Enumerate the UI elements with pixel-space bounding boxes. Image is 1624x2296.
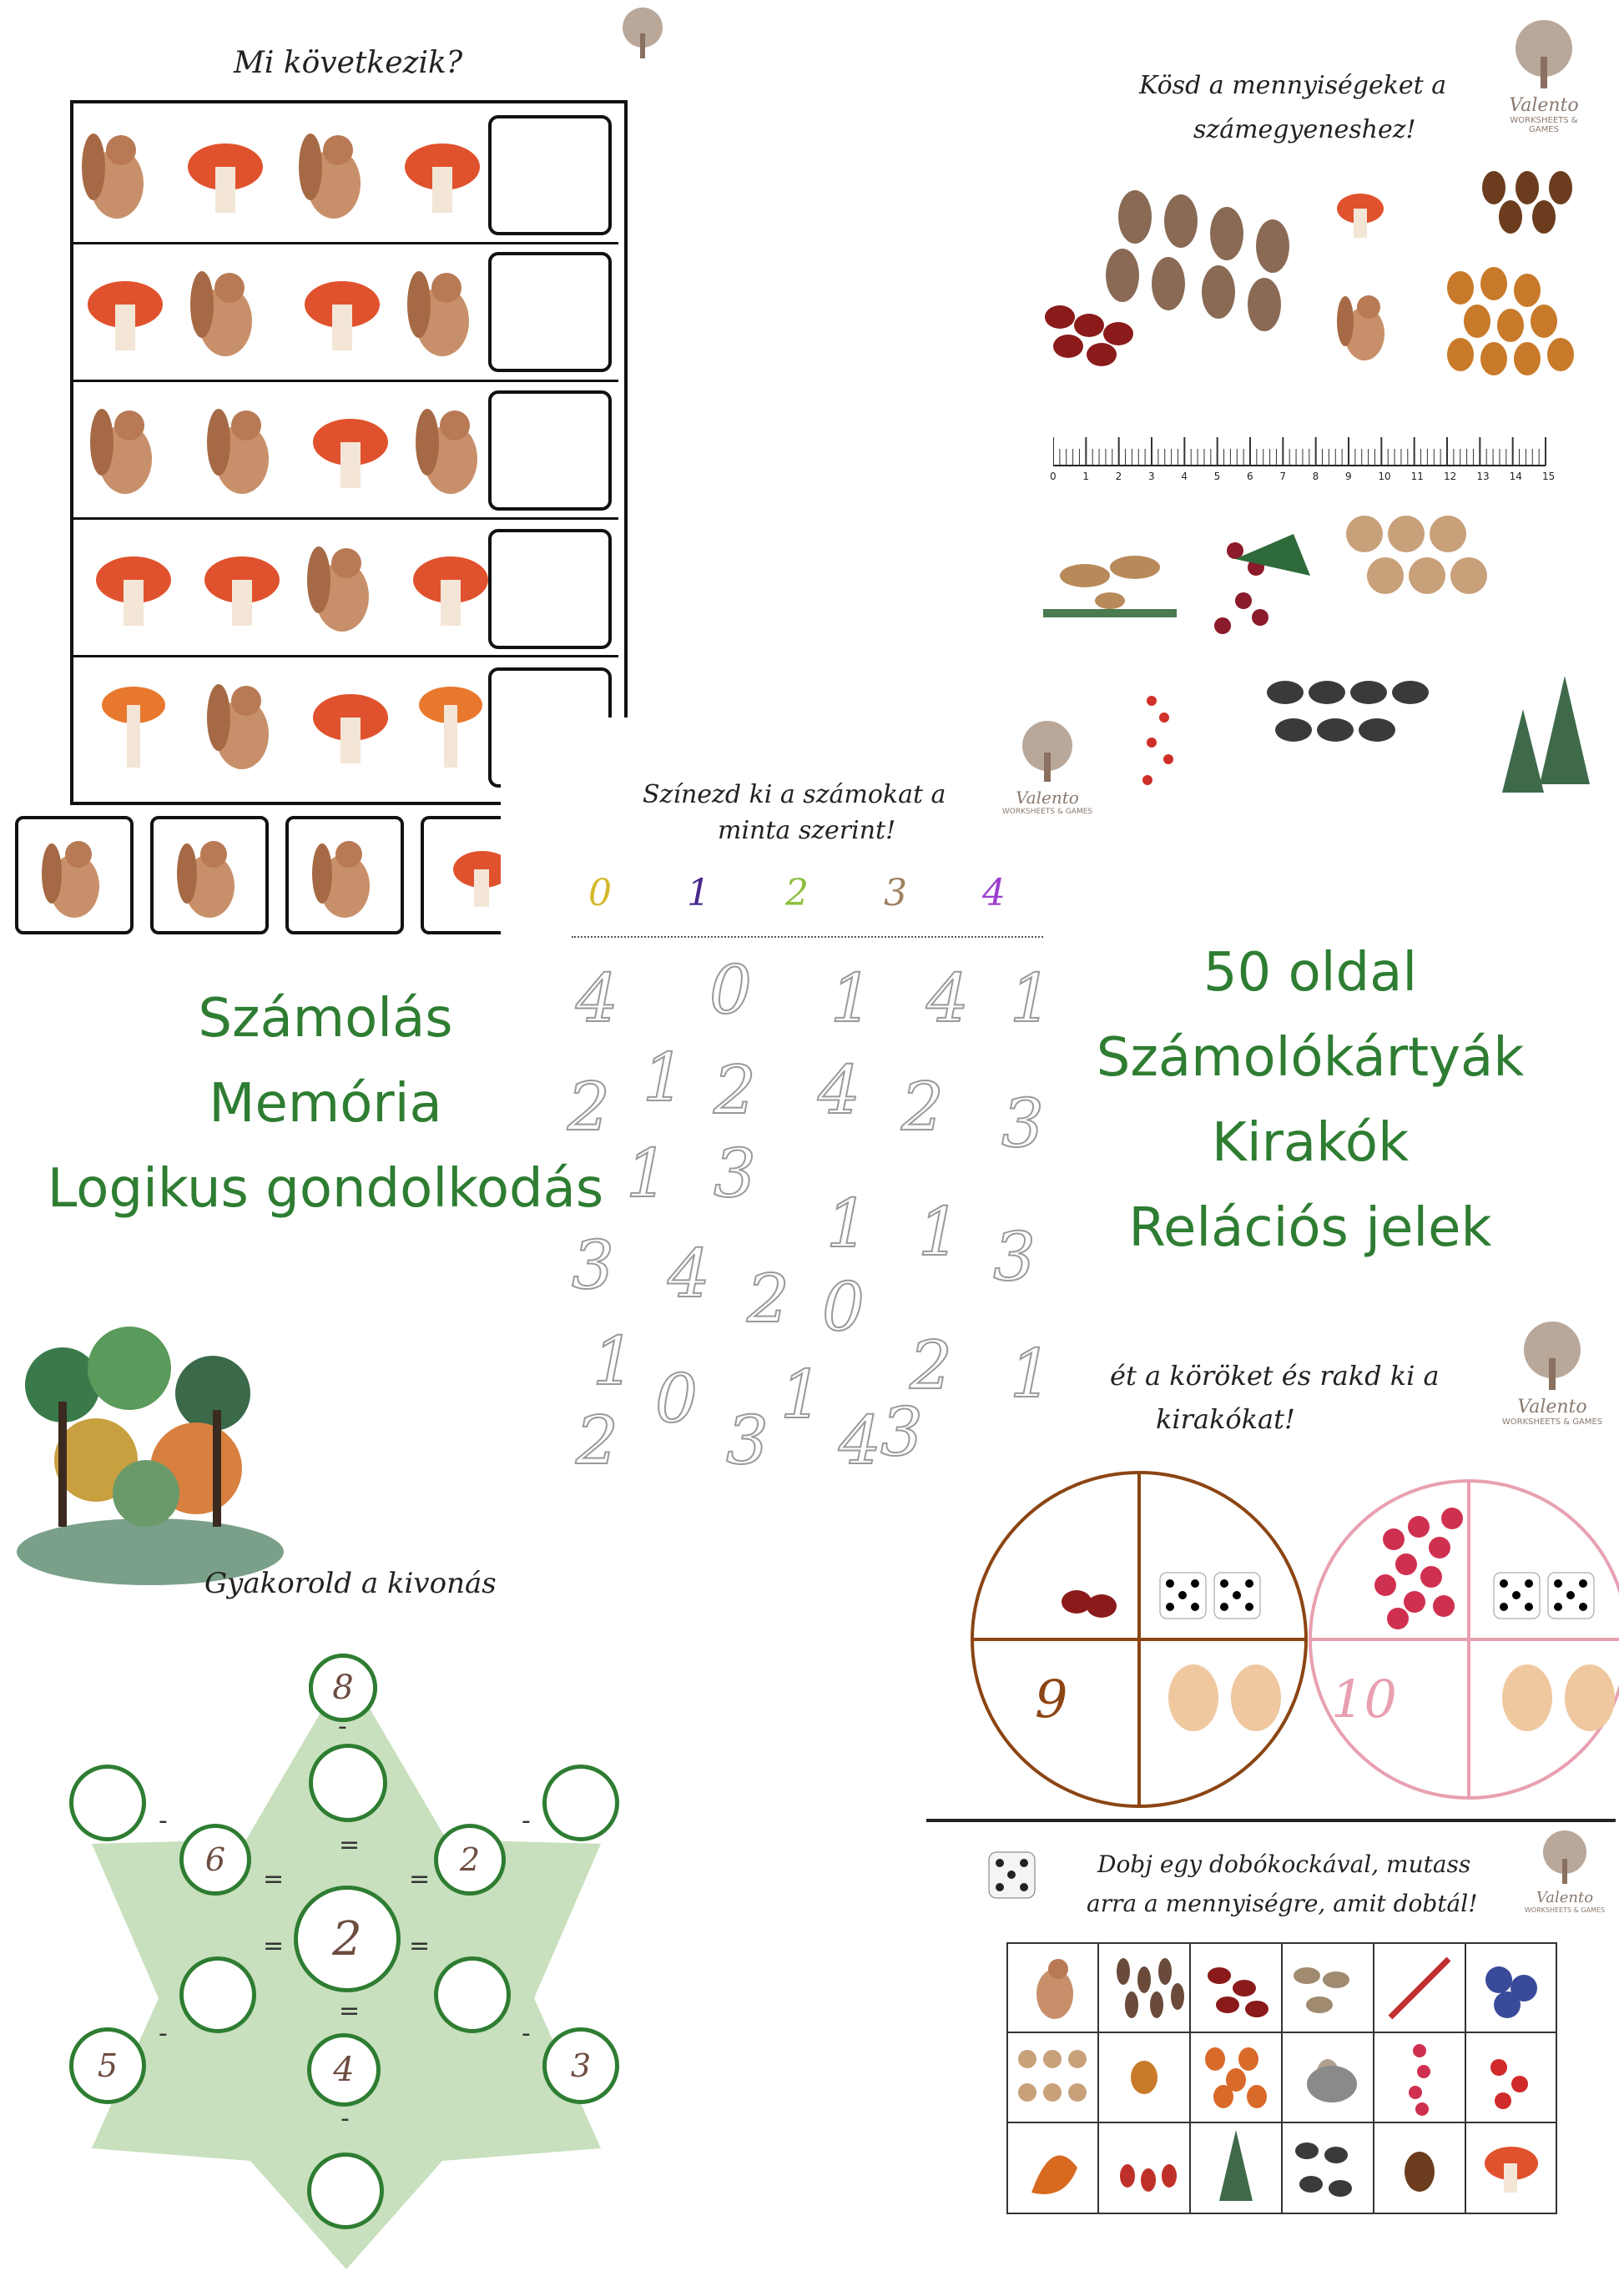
outline-digit[interactable]: 4 bbox=[576, 959, 618, 1037]
circle-value: 3 bbox=[570, 2047, 592, 2084]
ruler-label: 8 bbox=[1312, 471, 1319, 482]
ruler-label: 10 bbox=[1378, 471, 1391, 482]
minus-sign: - bbox=[159, 2019, 168, 2048]
logo-brand: Valento bbox=[1509, 95, 1579, 116]
outline-digit[interactable]: 1 bbox=[830, 959, 873, 1037]
ruler-label: 9 bbox=[1345, 471, 1352, 482]
dice-icon bbox=[1494, 1573, 1594, 1619]
circle-bottom-number[interactable] bbox=[307, 2033, 381, 2107]
mushroom-icon bbox=[204, 556, 280, 626]
mushroom-icon bbox=[419, 687, 482, 768]
squirrel-icon bbox=[416, 409, 477, 494]
chestnut-icon bbox=[1208, 1967, 1268, 2017]
mushroom-icon bbox=[313, 694, 388, 763]
acorn-icon bbox=[1131, 2061, 1157, 2094]
logo-tagline: WORKSHEETS & GAMES bbox=[1001, 808, 1093, 816]
section-divider bbox=[926, 1819, 1616, 1822]
feature-item: Számolás bbox=[198, 988, 453, 1050]
squirrel-icon bbox=[1337, 295, 1384, 360]
minus-sign: - bbox=[159, 1806, 168, 1835]
dice-title-line2: arra a mennyiségre, amit dobtál! bbox=[1087, 1890, 1478, 1917]
puzzle-title-line2: kirakókat! bbox=[1156, 1403, 1295, 1435]
outline-digit[interactable]: 1 bbox=[918, 1193, 961, 1271]
circle-value: 2 bbox=[332, 1911, 362, 1966]
picture-grid bbox=[1006, 1942, 1557, 2214]
color-key-digit: 2 bbox=[785, 872, 809, 914]
pinecone-icon bbox=[1405, 2152, 1435, 2192]
tree-icon bbox=[1219, 2130, 1253, 2201]
connect-worksheet bbox=[993, 0, 1624, 834]
right-puzzle-circle bbox=[1310, 1481, 1619, 1798]
color-key-digit: 3 bbox=[884, 872, 907, 914]
owl-icon bbox=[1294, 1967, 1349, 2013]
mushroom-icon bbox=[413, 556, 488, 626]
outline-digit[interactable]: 1 bbox=[593, 1322, 635, 1400]
squirrel-icon bbox=[407, 271, 469, 356]
outline-digit[interactable]: 2 bbox=[910, 1327, 952, 1404]
minus-sign: - bbox=[340, 2104, 350, 2133]
color-key-digit: 0 bbox=[588, 872, 612, 914]
circle-lower-right[interactable] bbox=[434, 1956, 511, 2033]
feature-item: Relációs jelek bbox=[1128, 1197, 1492, 1259]
dice-title-line1: Dobj egy dobókockával, mutass bbox=[1097, 1850, 1471, 1878]
equals-sign: = bbox=[409, 1865, 431, 1894]
row-divider bbox=[73, 655, 618, 657]
mushroom-icon bbox=[102, 687, 165, 768]
outline-digit[interactable]: 1 bbox=[780, 1356, 823, 1433]
minus-sign: - bbox=[338, 1712, 347, 1741]
logo-tagline: WORKSHEETS & GAMES bbox=[1524, 1906, 1606, 1914]
mushroom-icon bbox=[96, 556, 171, 626]
squirrel-icon bbox=[1036, 1959, 1073, 2019]
quantity-pictures-lower bbox=[1043, 509, 1611, 826]
leaf-icon bbox=[1031, 2155, 1077, 2194]
logo-tagline: WORKSHEETS & GAMES bbox=[1510, 116, 1578, 134]
cutout-card-squirrel[interactable] bbox=[15, 816, 134, 934]
ruler-label: 6 bbox=[1247, 471, 1253, 482]
outline-digit[interactable]: 2 bbox=[901, 1068, 944, 1145]
row-items bbox=[75, 667, 542, 784]
circle-value: 4 bbox=[333, 2051, 355, 2089]
outline-digit[interactable]: 3 bbox=[714, 1135, 756, 1212]
row-items bbox=[75, 117, 542, 234]
equals-sign: = bbox=[339, 1996, 361, 2026]
outline-digit[interactable]: 3 bbox=[572, 1226, 614, 1304]
deer-icon bbox=[1060, 556, 1160, 609]
coloring-title-line1: Színezd ki a számokat a bbox=[643, 780, 946, 809]
strawberry-icon bbox=[1490, 2059, 1528, 2109]
circle-upper-left[interactable] bbox=[69, 1765, 146, 1841]
squirrel-icon bbox=[207, 409, 269, 494]
mushroom-icon bbox=[88, 281, 163, 350]
right-circle-number: 10 bbox=[1331, 1669, 1397, 1730]
circle-center[interactable] bbox=[294, 1886, 401, 1992]
mushroom-icon bbox=[305, 281, 380, 350]
circle-left-number[interactable] bbox=[179, 1824, 251, 1896]
connect-title-line1: Kösd a mennyiségeket a bbox=[1139, 71, 1447, 100]
outline-digit[interactable]: 4 bbox=[926, 959, 969, 1037]
equals-sign: = bbox=[263, 1865, 285, 1894]
key-divider bbox=[572, 936, 1043, 938]
ruler-label: 7 bbox=[1279, 471, 1286, 482]
feature-item: Számolókártyák bbox=[1096, 1027, 1525, 1089]
hedgehog-icon bbox=[1346, 516, 1487, 594]
ruler-label: 2 bbox=[1115, 471, 1122, 482]
left-circle-number: 9 bbox=[1035, 1669, 1068, 1730]
squirrel-icon bbox=[190, 271, 252, 356]
hands-icon bbox=[1168, 1664, 1281, 1731]
logo-brand: Valento bbox=[1517, 1397, 1587, 1417]
equals-sign: = bbox=[339, 1830, 361, 1860]
features-left bbox=[17, 976, 634, 1231]
equals-sign: = bbox=[409, 1931, 431, 1961]
pattern-title: Mi következik? bbox=[234, 46, 463, 80]
squirrel-icon bbox=[90, 409, 152, 494]
ruler-label: 13 bbox=[1476, 471, 1490, 482]
circle-bottom-left-number[interactable] bbox=[69, 2027, 146, 2104]
outline-digit[interactable]: 0 bbox=[822, 1268, 865, 1346]
ruler-label: 0 bbox=[1050, 471, 1057, 482]
row-divider bbox=[73, 380, 618, 382]
answer-box[interactable] bbox=[488, 115, 612, 235]
logo-brand: Valento bbox=[1016, 788, 1079, 808]
subtraction-title: Gyakorold a kivonás bbox=[204, 1567, 497, 1600]
ladybug-branch-icon bbox=[1390, 1959, 1449, 2017]
color-key-digit: 4 bbox=[982, 872, 1006, 914]
tree-icon bbox=[1502, 676, 1590, 793]
features-right bbox=[1060, 930, 1561, 1271]
circle-upper-center[interactable] bbox=[309, 1744, 387, 1822]
mushroom-icon bbox=[188, 144, 263, 213]
leaf-icon bbox=[1235, 534, 1310, 576]
circle-bottom-right-number[interactable] bbox=[542, 2027, 619, 2104]
outline-digit[interactable]: 4 bbox=[668, 1235, 710, 1312]
cutout-card-squirrel[interactable] bbox=[150, 816, 269, 934]
connect-title-line2: számegyeneshez! bbox=[1193, 115, 1416, 144]
raspberry-icon bbox=[1409, 2044, 1430, 2116]
outline-digit[interactable]: 0 bbox=[709, 951, 752, 1029]
ruler-label: 12 bbox=[1444, 471, 1457, 482]
logo-tagline: WORKSHEETS & GAMES bbox=[1501, 1417, 1603, 1427]
circle-lower-left[interactable] bbox=[179, 1956, 256, 2033]
answer-box[interactable] bbox=[488, 529, 612, 649]
ladybug-icon bbox=[1142, 696, 1173, 785]
outline-digit[interactable]: 1 bbox=[626, 1135, 668, 1212]
badger-icon bbox=[1295, 2142, 1352, 2197]
ruler-label: 15 bbox=[1542, 471, 1556, 482]
hands-icon bbox=[1502, 1664, 1615, 1731]
ruler-label: 5 bbox=[1213, 471, 1221, 482]
cutout-card-mushroom[interactable] bbox=[421, 816, 507, 934]
badger-icon bbox=[1267, 681, 1429, 742]
chestnut-icon bbox=[1045, 305, 1133, 366]
chestnut-icon bbox=[1062, 1590, 1117, 1618]
outline-digit[interactable]: 4 bbox=[818, 1051, 860, 1129]
circle-bottom[interactable] bbox=[307, 2152, 384, 2229]
answer-box[interactable] bbox=[488, 390, 612, 511]
grid-pictures bbox=[1006, 1942, 1557, 2214]
row-items bbox=[75, 530, 542, 647]
cutout-card-squirrel[interactable] bbox=[285, 816, 404, 934]
wolf-icon bbox=[1307, 2066, 1357, 2102]
valento-logo bbox=[609, 4, 676, 96]
ruler-label: 4 bbox=[1181, 471, 1188, 482]
valento-logo bbox=[1494, 17, 1594, 142]
row-items bbox=[75, 254, 542, 371]
minus-sign: - bbox=[522, 2019, 531, 2048]
feature-item: Memória bbox=[209, 1073, 442, 1135]
ruler-label: 3 bbox=[1148, 471, 1155, 482]
fox-icon bbox=[1205, 2047, 1267, 2108]
outline-digit[interactable]: 2 bbox=[714, 1051, 756, 1129]
feature-item: Logikus gondolkodás bbox=[47, 1158, 604, 1220]
dice-icon bbox=[985, 1848, 1043, 1906]
squirrel-icon bbox=[307, 546, 369, 632]
ruler-label: 14 bbox=[1509, 471, 1522, 482]
grass-icon bbox=[1043, 609, 1177, 617]
blueberry-icon bbox=[1485, 1966, 1537, 2018]
circle-right-number[interactable] bbox=[434, 1824, 506, 1896]
outline-digit[interactable]: 1 bbox=[643, 1039, 685, 1116]
feature-item: Kirakók bbox=[1211, 1112, 1410, 1174]
outline-digit[interactable]: 3 bbox=[880, 1393, 923, 1471]
outline-digit[interactable]: 2 bbox=[567, 1068, 610, 1145]
forest-illustration bbox=[13, 1318, 288, 1585]
valento-logo bbox=[1498, 1318, 1606, 1452]
outline-digit[interactable]: 0 bbox=[655, 1360, 698, 1438]
valento-logo bbox=[1519, 1827, 1611, 1936]
puzzle-circles bbox=[951, 1468, 1619, 1810]
circle-value: 6 bbox=[204, 1841, 226, 1878]
outline-digit[interactable]: 3 bbox=[993, 1218, 1036, 1296]
circle-value: 2 bbox=[459, 1841, 481, 1878]
outline-digit[interactable]: 3 bbox=[1001, 1085, 1044, 1162]
color-key bbox=[588, 872, 1039, 922]
ruler-ticks bbox=[1053, 434, 1554, 467]
acorn-icon bbox=[1447, 267, 1574, 375]
left-puzzle-circle bbox=[972, 1473, 1306, 1806]
squirrel-icon bbox=[207, 684, 269, 769]
owl-icon bbox=[1106, 190, 1289, 331]
row-divider bbox=[73, 242, 618, 244]
circle-value: 8 bbox=[332, 1669, 354, 1707]
puzzle-worksheet bbox=[926, 1302, 1624, 1819]
pinecone-icon bbox=[1482, 171, 1572, 234]
squirrel-icon bbox=[299, 133, 361, 219]
equals-sign: = bbox=[263, 1931, 285, 1961]
valento-logo bbox=[1001, 718, 1093, 834]
mushroom-icon bbox=[1485, 2147, 1538, 2193]
feature-item: 50 oldal bbox=[1203, 942, 1418, 1004]
raspberry-icon bbox=[1374, 1508, 1463, 1629]
coloring-title-line2: minta szerint! bbox=[718, 816, 896, 845]
circle-upper-right[interactable] bbox=[542, 1765, 619, 1841]
answer-box[interactable] bbox=[488, 252, 612, 372]
number-line-ruler bbox=[1050, 434, 1556, 484]
color-key-digit: 1 bbox=[687, 872, 710, 914]
puzzle-title-line1: ét a köröket és rakd ki a bbox=[1110, 1360, 1440, 1392]
outline-digit[interactable]: 1 bbox=[1010, 1335, 1052, 1412]
row-divider bbox=[73, 517, 618, 520]
minus-sign: - bbox=[522, 1806, 531, 1835]
outline-digit[interactable]: 3 bbox=[726, 1402, 769, 1479]
quantity-pictures bbox=[1043, 167, 1611, 400]
rosehip-icon bbox=[1120, 2164, 1177, 2192]
outline-digit[interactable]: 2 bbox=[576, 1402, 618, 1479]
woodpecker-icon bbox=[1117, 1958, 1184, 2018]
hedgehog-icon bbox=[1018, 2050, 1087, 2102]
mushroom-icon bbox=[1337, 194, 1384, 238]
mushroom-icon bbox=[405, 144, 480, 213]
outline-digit[interactable]: 1 bbox=[1010, 959, 1052, 1037]
outline-digit[interactable]: 4 bbox=[839, 1402, 881, 1479]
logo-brand: Valento bbox=[1536, 1889, 1594, 1906]
mushroom-icon bbox=[313, 419, 388, 488]
outline-digit[interactable]: 2 bbox=[747, 1260, 789, 1337]
circle-value: 5 bbox=[97, 2047, 119, 2084]
row-items bbox=[75, 392, 542, 509]
ruler-label: 11 bbox=[1410, 471, 1424, 482]
squirrel-icon bbox=[82, 133, 144, 219]
dice-icon bbox=[1160, 1573, 1260, 1619]
ruler-label: 1 bbox=[1082, 471, 1089, 482]
ruler-labels bbox=[1050, 471, 1556, 486]
outline-digit[interactable]: 1 bbox=[826, 1185, 869, 1262]
dice-worksheet bbox=[985, 1827, 1624, 2296]
